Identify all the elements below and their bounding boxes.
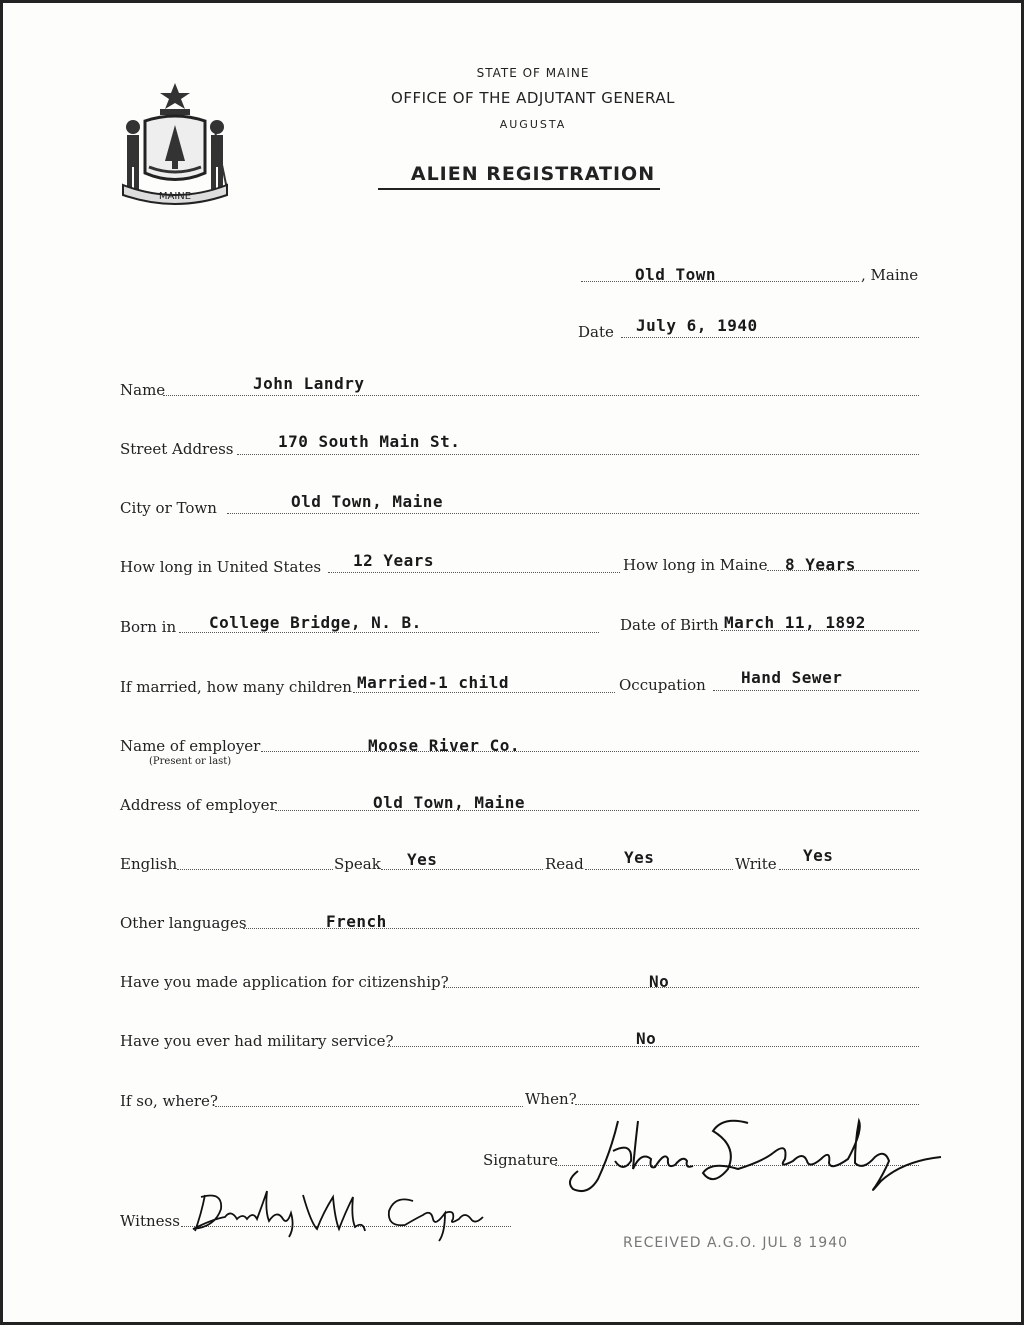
- us-value: 12 Years: [353, 551, 435, 570]
- write-label: Write: [735, 855, 777, 873]
- occupation-value: Hand Sewer: [741, 668, 843, 687]
- military-label: Have you ever had military service?: [120, 1032, 394, 1050]
- header-office: OFFICE OF THE ADJUTANT GENERAL: [391, 89, 675, 107]
- header-state: STATE OF MAINE: [476, 66, 590, 80]
- dob-value: March 11, 1892: [724, 613, 866, 632]
- write-value: Yes: [803, 846, 834, 865]
- speak-value: Yes: [407, 850, 438, 869]
- date-value: July 6, 1940: [636, 316, 758, 335]
- svg-text:MAINE: MAINE: [158, 191, 192, 202]
- state-of-maine-seal-icon: [115, 81, 235, 206]
- signature-label: Signature: [483, 1151, 559, 1169]
- applicant-signature: [563, 1111, 953, 1201]
- header-city: AUGUSTA: [499, 118, 567, 131]
- employer-value: Moose River Co.: [368, 736, 520, 755]
- other-languages-label: Other languages: [120, 914, 247, 932]
- children-label: If married, how many children: [120, 678, 352, 696]
- maine-label: How long in Maine: [623, 556, 768, 574]
- citizenship-value: No: [649, 972, 670, 991]
- born-label: Born in: [120, 618, 177, 636]
- maine-value: 8 Years: [785, 555, 856, 574]
- place-value: Old Town: [635, 265, 717, 284]
- occupation-label: Occupation: [619, 676, 706, 694]
- employer-address-value: Old Town, Maine: [373, 793, 525, 812]
- witness-signature: [183, 1183, 493, 1243]
- form-title: ALIEN REGISTRATION: [410, 163, 656, 185]
- other-languages-value: French: [326, 912, 387, 931]
- children-value: Married-1 child: [357, 673, 509, 692]
- place-suffix: , Maine: [861, 266, 919, 284]
- name-label: Name: [120, 381, 166, 399]
- title-underline: [378, 188, 660, 190]
- received-stamp: RECEIVED A.G.O. JUL 8 1940: [623, 1235, 849, 1251]
- citizenship-label: Have you made application for citizenship?: [120, 973, 449, 991]
- city-value: Old Town, Maine: [291, 492, 443, 511]
- military-value: No: [636, 1029, 657, 1048]
- born-value: College Bridge, N. B.: [209, 613, 422, 632]
- when-label: When?: [525, 1090, 577, 1108]
- employer-sublabel: (Present or last): [149, 756, 232, 767]
- name-value: John Landry: [253, 374, 365, 393]
- us-label: How long in United States: [120, 558, 322, 576]
- employer-address-label: Address of employer: [120, 796, 277, 814]
- date-label: Date: [578, 323, 614, 341]
- speak-label: Speak: [334, 855, 381, 873]
- read-value: Yes: [624, 848, 655, 867]
- where-label: If so, where?: [120, 1092, 218, 1110]
- dob-label: Date of Birth: [620, 616, 719, 634]
- english-label: English: [120, 855, 178, 873]
- witness-label: Witness: [120, 1212, 180, 1230]
- street-value: 170 South Main St.: [278, 432, 461, 451]
- read-label: Read: [545, 855, 584, 873]
- city-label: City or Town: [120, 499, 217, 517]
- street-label: Street Address: [120, 440, 234, 458]
- employer-label: Name of employer: [120, 737, 261, 755]
